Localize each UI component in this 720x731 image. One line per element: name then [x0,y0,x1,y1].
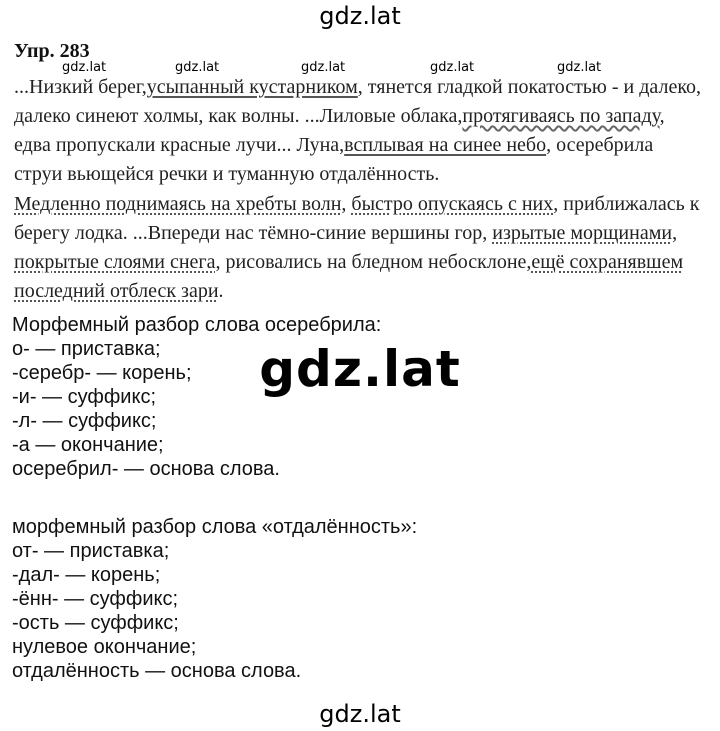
analysis-line: от- — приставка; [12,540,170,562]
analysis-line: -ость — суффикс; [12,612,179,634]
watermark-bottom: gdz.lat [319,700,401,728]
watermark-small: gdz.lat [430,60,475,75]
text-paragraph-1 [14,73,714,189]
text-line [14,73,714,102]
analysis-line: -ённ- — суффикс; [12,588,179,610]
participle-phrase: ещё сохранявшем [531,251,684,273]
analysis-heading: Морфемный разбор слова осеребрила: [12,314,382,336]
text-fragment: , рисовались на бледном небосклоне, [215,251,532,273]
analysis-line: -а — окончание; [12,434,164,456]
adverbial-phrase: быстро опускаясь с них [351,193,554,215]
watermark-small: gdz.lat [62,60,107,75]
analysis-line: осеребрил- — основа слова. [12,458,280,480]
text-fragment: едва пропускали красные лучи... Луна, [14,134,345,156]
text-fragment: , [659,105,665,127]
participle-phrase: усыпанный кустарником [146,76,358,98]
watermark-small: gdz.lat [557,60,602,75]
text-fragment: струи вьющейся речки и туманную отдалённость. [14,163,440,185]
text-paragraph-2 [14,190,714,306]
analysis-line: отдалённость — основа слова. [12,660,302,682]
text-line [14,131,714,160]
adverbial-phrase: протягиваясь по западу [462,105,660,127]
participle-phrase: покрытые слоями снега [14,251,216,273]
participle-phrase: изрытые морщинами [492,222,673,244]
analysis-line: -серебр- — корень; [12,362,192,384]
text-line [14,160,714,189]
analysis-line: -дал- — корень; [12,564,161,586]
watermark-top: gdz.lat [319,2,401,30]
analysis-line: -и- — суффикс; [12,386,156,408]
text-fragment: , [341,193,352,215]
watermark-center: gdz.lat [259,340,461,398]
text-line [14,102,714,131]
morpheme-analysis-2 [12,515,712,683]
watermark-small: gdz.lat [301,60,346,75]
text-fragment: , осеребрила [546,134,654,156]
text-fragment: далеко синеют холмы, как волны. ...Лиловые облака, [14,105,463,127]
analysis-line: -л- — суффикс; [12,410,157,432]
text-fragment: , приближалась к [553,193,700,215]
text-line [14,277,714,306]
text-fragment: , тянется гладкой покатостью - и далеко, [357,76,702,98]
text-line [14,219,714,248]
adverbial-phrase: всплывая на синее небо [344,134,547,156]
watermark-small: gdz.lat [175,60,220,75]
adverbial-phrase: Медленно поднимаясь на хребты волн [14,193,342,215]
analysis-line: нулевое окончание; [12,636,197,658]
text-fragment: берегу лодка. ...Впереди нас тёмно-синие вершины гор, [14,222,493,244]
analysis-heading: морфемный разбор слова «отдалённость»: [12,516,418,538]
exercise-title: Упр. 283 [14,40,90,62]
text-fragment: , [672,222,678,244]
text-fragment: ...Низкий берег, [14,76,147,98]
participle-phrase: последний отблеск зари [14,280,219,302]
analysis-line: о- — приставка; [12,338,161,360]
text-fragment: . [218,280,224,302]
text-line [14,248,714,277]
text-line [14,190,714,219]
